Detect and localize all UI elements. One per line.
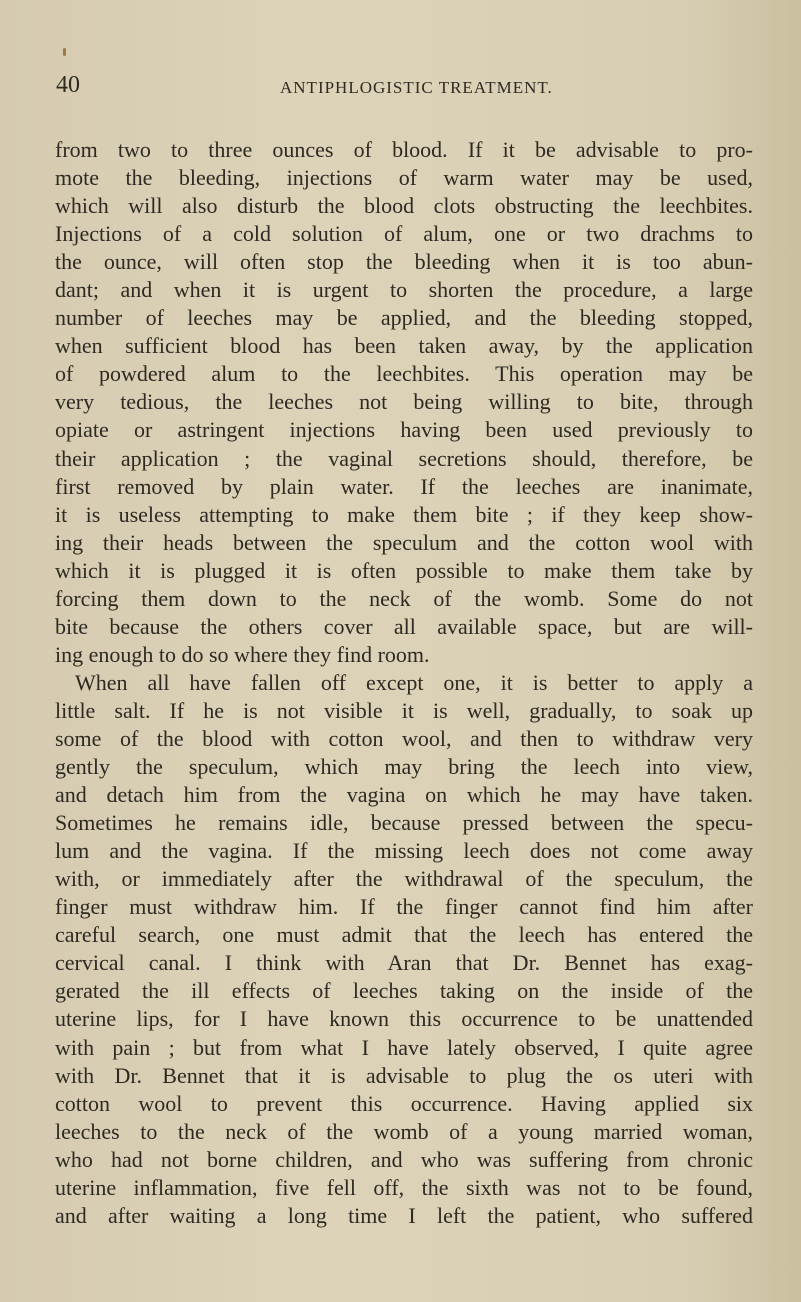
text-line: gently the speculum, which may bring the leech into view,	[55, 754, 753, 780]
text-line: of powdered alum to the leechbites. This operation may be	[55, 361, 753, 387]
text-line: leeches to the neck of the womb of a young married woman,	[55, 1118, 753, 1144]
text-line: and detach him from the vagina on which he may have taken.	[55, 782, 753, 808]
text-line: with Dr. Bennet that it is advisable to plug the os uteri with	[55, 1062, 753, 1088]
text-line: little salt. If he is not visible it is well, gradually, to soak up	[55, 697, 753, 723]
text-line: with, or immediately after the withdrawal of the speculum, the	[55, 866, 753, 892]
text-line: their application ; the vaginal secretions should, therefore, be	[55, 445, 753, 471]
text-line: the ounce, will often stop the bleeding when it is too abun-	[55, 249, 753, 275]
text-line: which will also disturb the blood clots obstructing the leechbites.	[55, 193, 753, 219]
text-line: cotton wool to prevent this occurrence. Having applied six	[55, 1090, 753, 1116]
text-line: who had not borne children, and who was suffering from chronic	[55, 1146, 753, 1172]
body-text	[55, 136, 753, 1230]
text-line: cervical canal. I think with Aran that Dr. Bennet has exag-	[55, 950, 753, 976]
text-line: and after waiting a long time I left the patient, who suffered	[55, 1202, 753, 1228]
text-line: with pain ; but from what I have lately observed, I quite agree	[55, 1034, 753, 1060]
text-line: from two to three ounces of blood. If it be advisable to pro-	[55, 137, 753, 162]
text-line: Sometimes he remains idle, because pressed between the specu-	[55, 810, 753, 836]
text-line: when sufficient blood has been taken away, by the application	[55, 333, 753, 359]
running-title: ANTIPHLOGISTIC TREATMENT.	[280, 78, 553, 97]
text-line: some of the blood with cotton wool, and then to withdraw very	[55, 725, 753, 751]
page-header	[56, 72, 756, 102]
text-line: finger must withdraw him. If the finger cannot find him after	[55, 894, 753, 920]
page-number: 40	[56, 72, 80, 98]
text-line: ing enough to do so where they find room.	[55, 641, 430, 667]
text-line: When all have fallen off except one, it is better to apply a	[75, 669, 753, 695]
text-line: bite because the others cover all available space, but are will-	[55, 613, 753, 639]
text-line: first removed by plain water. If the leeches are inanimate,	[55, 473, 753, 499]
text-line: which it is plugged it is often possible to make them take by	[55, 557, 753, 583]
text-line: gerated the ill effects of leeches taking on the inside of the	[55, 978, 753, 1004]
text-line: uterine lips, for I have known this occurrence to be unattended	[55, 1006, 753, 1032]
text-line: uterine inflammation, five fell off, the sixth was not to be found,	[55, 1174, 753, 1200]
text-line: forcing them down to the neck of the womb. Some do not	[55, 585, 753, 611]
text-line: it is useless attempting to make them bite ; if they keep show-	[55, 501, 753, 527]
text-line: dant; and when it is urgent to shorten the procedure, a large	[55, 277, 753, 303]
text-line: mote the bleeding, injections of warm water may be used,	[55, 165, 753, 191]
text-line: ing their heads between the speculum and the cotton wool with	[55, 529, 753, 555]
paper-speck	[63, 48, 66, 56]
text-line: Injections of a cold solution of alum, one or two drachms to	[55, 221, 753, 247]
text-line: lum and the vagina. If the missing leech does not come away	[55, 838, 753, 864]
text-line: number of leeches may be applied, and the bleeding stopped,	[55, 305, 753, 331]
text-line: very tedious, the leeches not being willing to bite, through	[55, 389, 753, 415]
text-line: careful search, one must admit that the leech has entered the	[55, 922, 753, 948]
text-line: opiate or astringent injections having been used previously to	[55, 417, 753, 443]
